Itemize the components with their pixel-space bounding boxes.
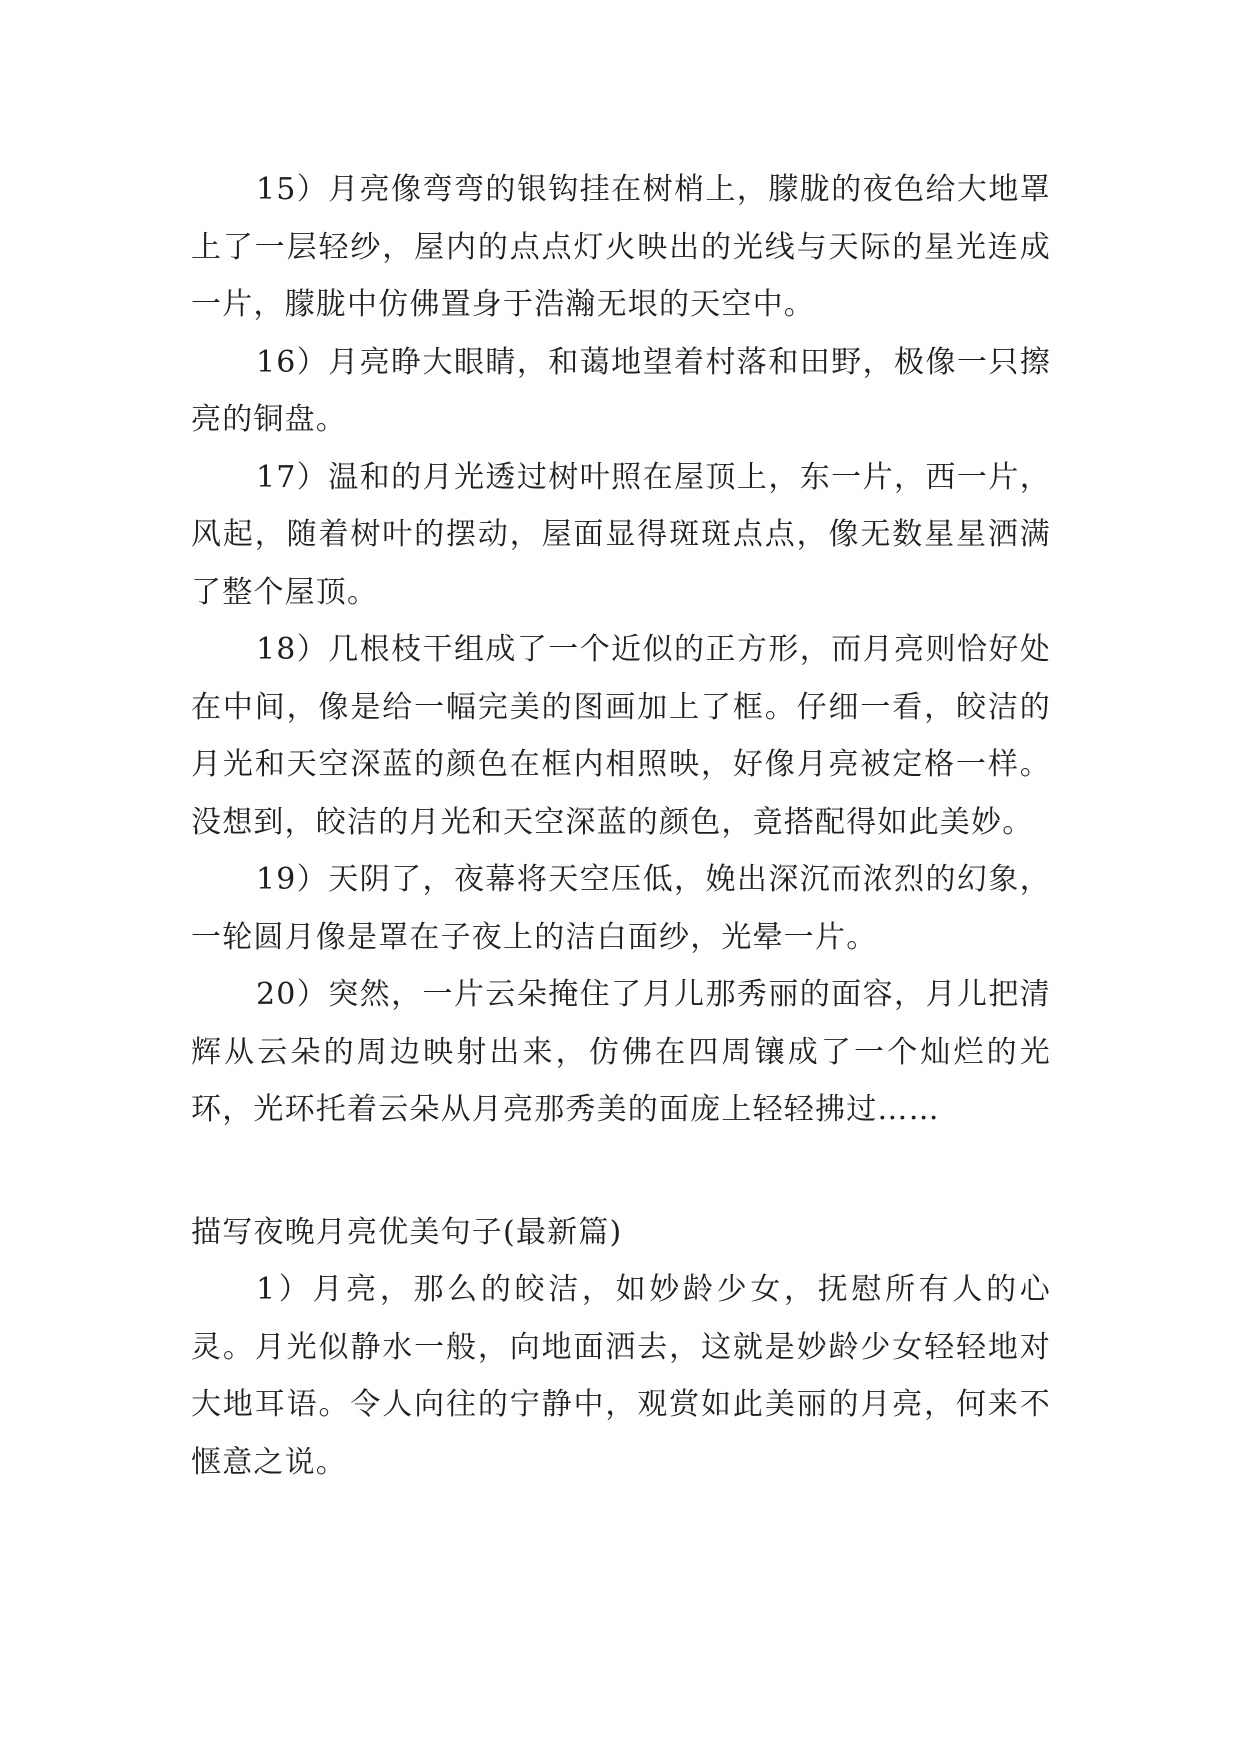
- paragraph-16: 16）月亮睁大眼睛，和蔼地望着村落和田野，极像一只擦亮的铜盘。: [191, 344, 1051, 437]
- paragraph-20: 20）突然，一片云朵掩住了月儿那秀丽的面容，月儿把清辉从云朵的周边映射出来，仿佛在四周镶成了一个灿烂的光环，光环托着云朵从月亮那秀美的面庞上轻轻拂过……: [191, 977, 1051, 1127]
- paragraph-17: 17）温和的月光透过树叶照在屋顶上，东一片，西一片，风起，随着树叶的摆动，屋面显得斑斑点点，像无数星星洒满了整个屋顶。: [191, 459, 1051, 610]
- paragraph-15: 15）月亮像弯弯的银钩挂在树梢上，朦胧的夜色给大地罩上了一层轻纱，屋内的点点灯火映出的光线与天际的星光连成一片，朦胧中仿佛置身于浩瀚无垠的天空中。: [191, 172, 1051, 322]
- paragraph-18: 18）几根枝干组成了一个近似的正方形，而月亮则恰好处在中间，像是给一幅完美的图画加上了框。仔细一看，皎洁的月光和天空深蓝的颜色在框内相照映，好像月亮被定格一样。没想到，皎洁的月光和天空深蓝的颜色，竟搭配得如此美妙。: [191, 632, 1051, 840]
- section-heading: 描写夜晚月亮优美句子(最新篇): [191, 1214, 623, 1250]
- paragraph-1: 1）月亮，那么的皎洁，如妙龄少女，抚慰所有人的心灵。月光似静水一般，向地面洒去，这就是妙龄少女轻轻地对大地耳语。令人向往的宁静中，观赏如此美丽的月亮，何来不惬意之说。: [191, 1272, 1051, 1480]
- paragraph-19: 19）天阴了，夜幕将天空压低，娩出深沉而浓烈的幻象，一轮圆月像是罩在子夜上的洁白面纱，光晕一片。: [191, 862, 1051, 955]
- document-body: [191, 161, 1051, 1491]
